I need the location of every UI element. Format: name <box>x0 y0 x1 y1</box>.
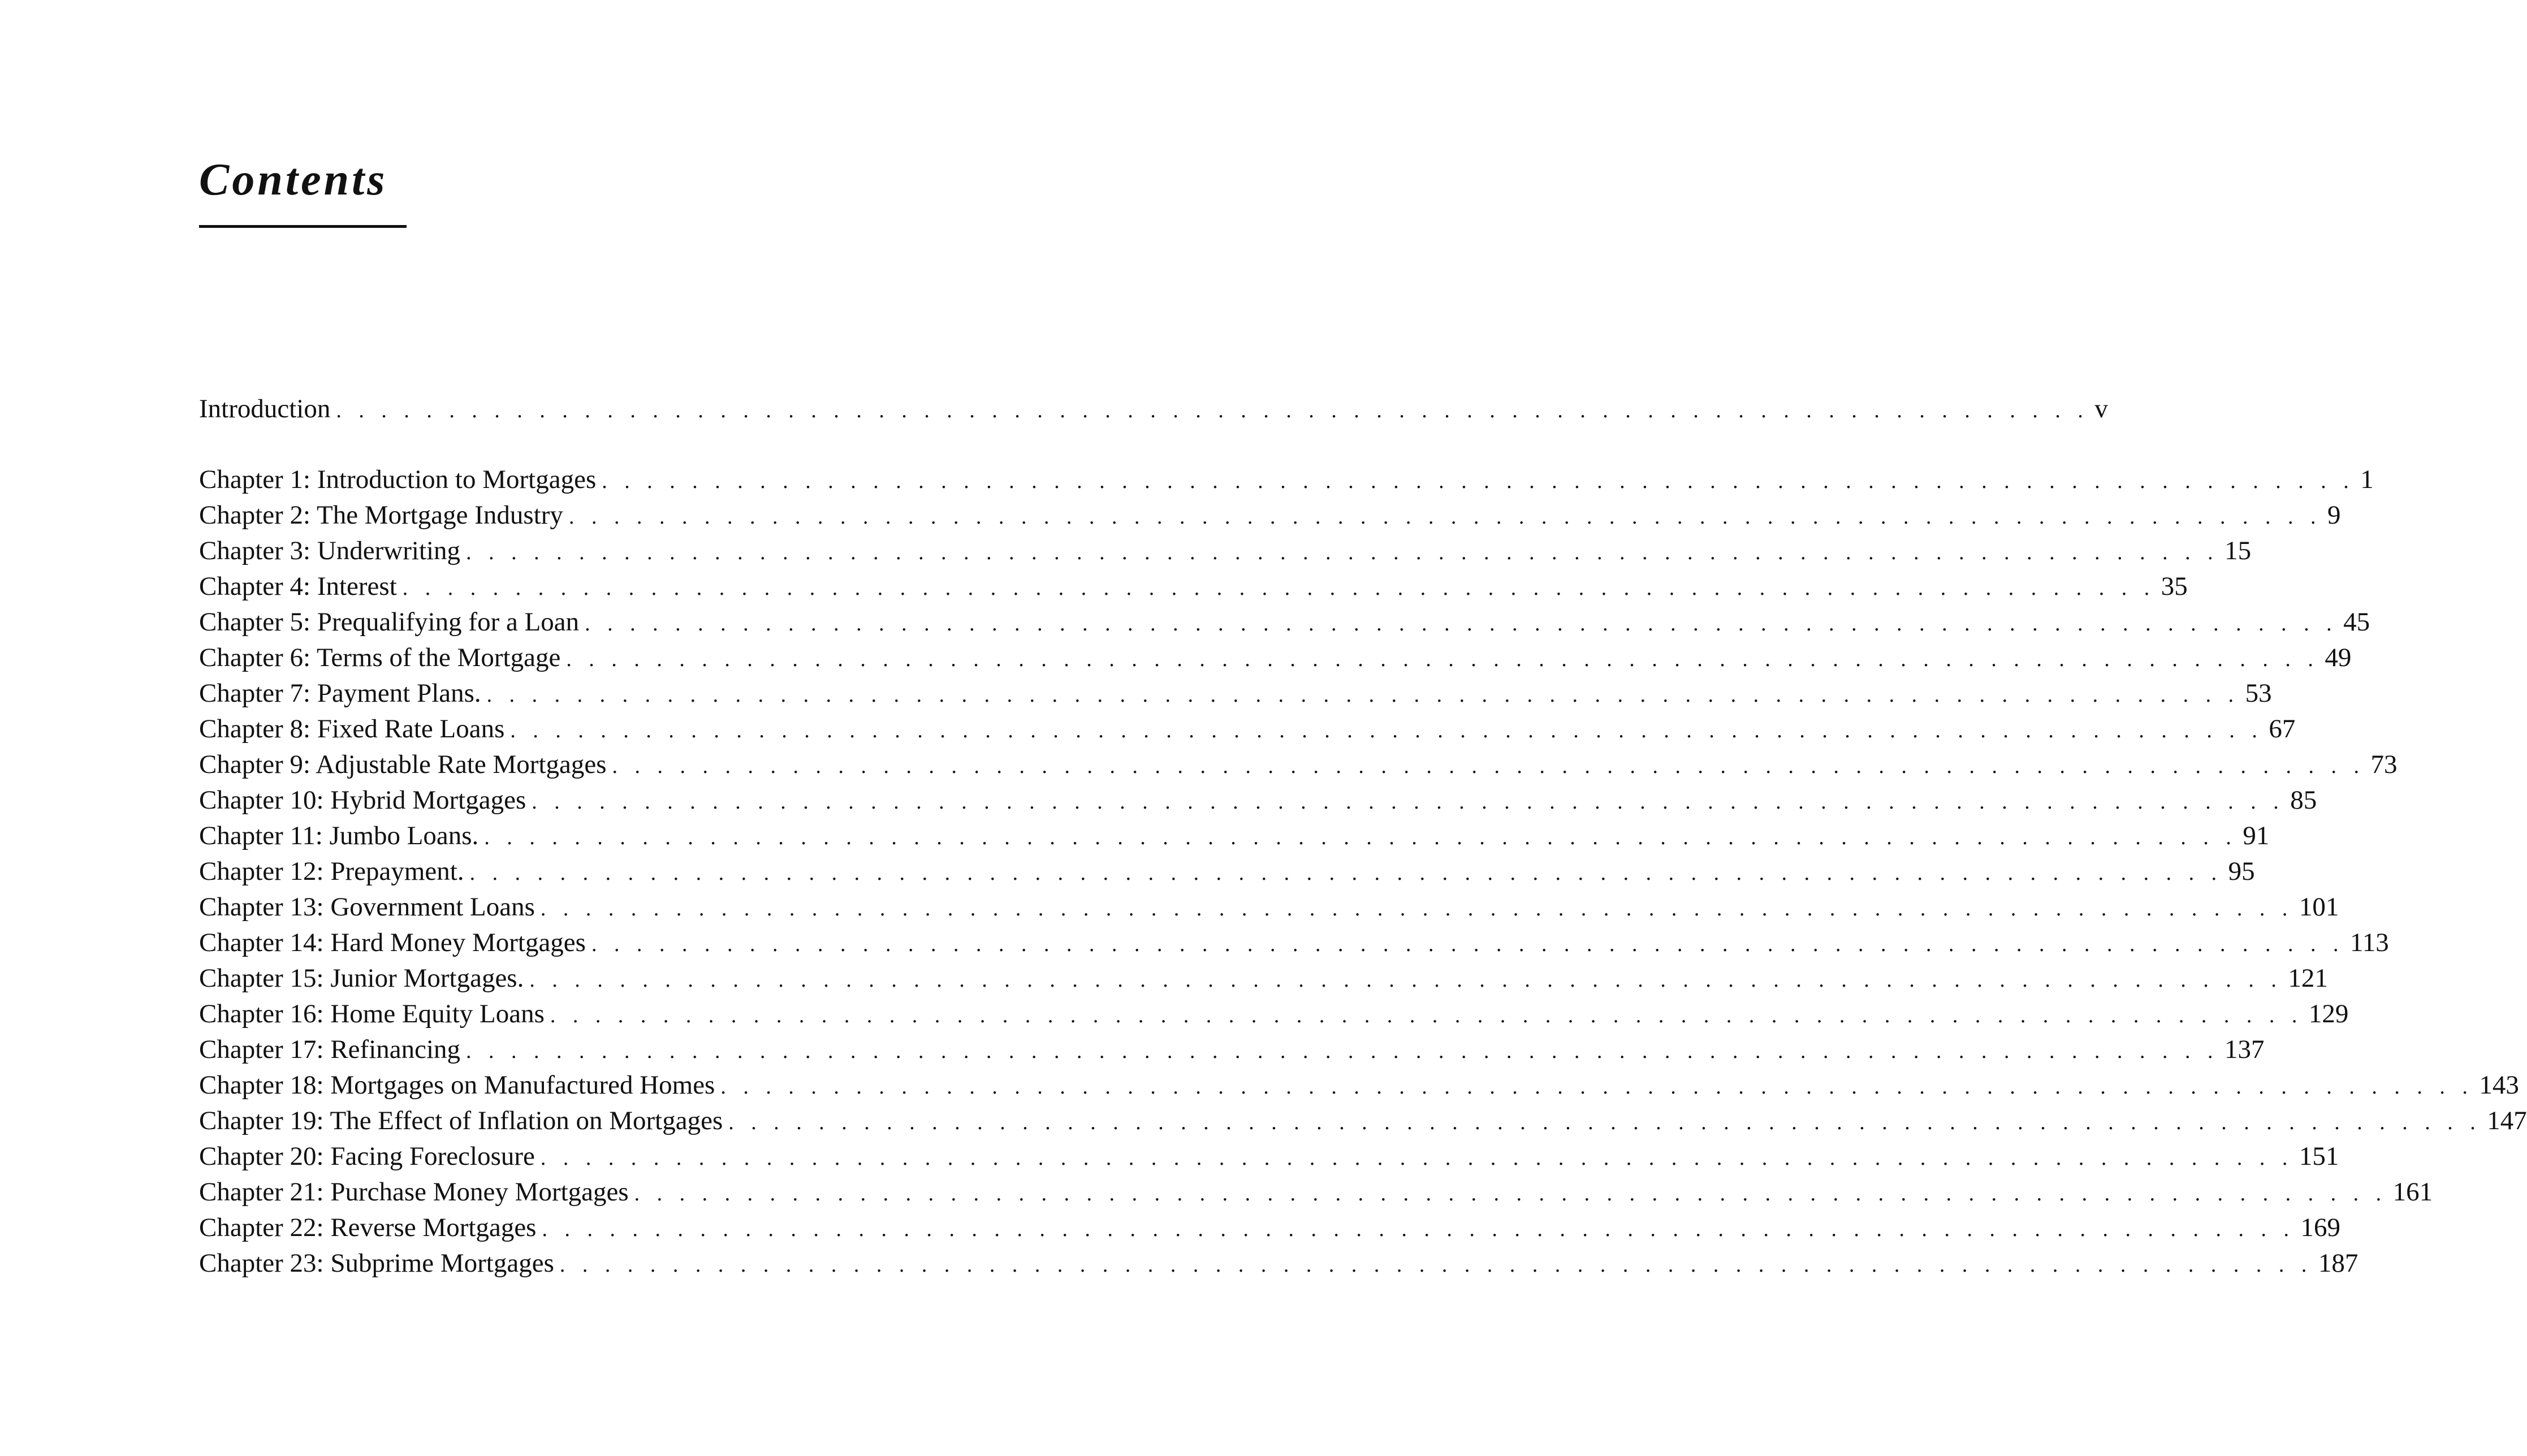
toc-entry-title: Chapter 4: Interest <box>199 572 397 601</box>
dot-leader: . . . . . . . . . . . . . . . . . . . . . . . . . . . . . . . . . . . . . . . . . . . . . . . . . . . . . . . . . . . . . . . . . . . . . . . . . . . . . . <box>728 1111 2482 1134</box>
toc-entry-chapter-15[interactable] <box>199 961 2328 996</box>
toc-entry-title: Chapter 19: The Effect of Inflation on Mortgages <box>199 1106 723 1135</box>
title-underline <box>199 225 407 228</box>
dot-leader: . . . . . . . . . . . . . . . . . . . . . . . . . . . . . . . . . . . . . . . . . . . . . . . . . . . . . . . . . . . . . . . . . . . . . . . . . . . . . . <box>529 968 2283 992</box>
toc-entry-page: 151 <box>2299 1142 2339 1171</box>
toc-entry-title: Chapter 7: Payment Plans. <box>199 679 481 708</box>
toc-entry-chapter-23[interactable] <box>199 1246 2358 1281</box>
toc-entry-page: 35 <box>2161 572 2188 601</box>
toc-entry-page: 101 <box>2299 892 2339 922</box>
toc-entry-chapter-11[interactable] <box>199 818 2270 854</box>
toc-entry-page: 169 <box>2300 1213 2340 1242</box>
dot-leader: . . . . . . . . . . . . . . . . . . . . . . . . . . . . . . . . . . . . . . . . . . . . . . . . . . . . . . . . . . . . . . . . . . . . . . . . . . . . . . <box>602 469 2355 493</box>
toc-entry-title: Chapter 11: Jumbo Loans. <box>199 821 479 850</box>
toc-entry-page: 85 <box>2290 785 2317 815</box>
toc-entry-chapter-9[interactable] <box>199 747 2398 783</box>
toc-entry-title: Chapter 14: Hard Money Mortgages <box>199 928 586 957</box>
toc-entry-title: Chapter 17: Refinancing <box>199 1035 461 1064</box>
toc-entry-chapter-7[interactable] <box>199 676 2272 711</box>
toc-entry-title: Chapter 10: Hybrid Mortgages <box>199 785 526 815</box>
toc-entry-title: Chapter 12: Prepayment. <box>199 857 464 886</box>
dot-leader: . . . . . . . . . . . . . . . . . . . . . . . . . . . . . . . . . . . . . . . . . . . . . . . . . . . . . . . . . . . . . . . . . . . . . . . . . . . . . . <box>532 790 2285 814</box>
toc-entry-chapter-12[interactable] <box>199 854 2255 889</box>
toc-entry-chapter-5[interactable] <box>199 604 2370 640</box>
dot-leader: . . . . . . . . . . . . . . . . . . . . . . . . . . . . . . . . . . . . . . . . . . . . . . . . . . . . . . . . . . . . . . . . . . . . . . . . . . . . . . <box>510 719 2263 742</box>
dot-leader: . . . . . . . . . . . . . . . . . . . . . . . . . . . . . . . . . . . . . . . . . . . . . . . . . . . . . . . . . . . . . . . . . . . . . . . . . . . . . . <box>486 683 2240 707</box>
toc-entry-title: Introduction <box>199 394 331 424</box>
toc-entry-page: 9 <box>2327 500 2341 530</box>
dot-leader: . . . . . . . . . . . . . . . . . . . . . . . . . . . . . . . . . . . . . . . . . . . . . . . . . . . . . . . . . . . . . . . . . . . . . . . . . . . . . . <box>336 399 2089 422</box>
toc-entry-title: Chapter 9: Adjustable Rate Mortgages <box>199 750 607 779</box>
toc-entry-page: 49 <box>2325 643 2352 672</box>
toc-entry-chapter-2[interactable] <box>199 498 2341 533</box>
dot-leader: . . . . . . . . . . . . . . . . . . . . . . . . . . . . . . . . . . . . . . . . . . . . . . . . . . . . . . . . . . . . . . . . . . . . . . . . . . . . . . <box>484 826 2237 849</box>
toc-entry-title: Chapter 20: Facing Foreclosure <box>199 1142 535 1171</box>
toc-entry-page: 161 <box>2392 1177 2433 1207</box>
toc-entry-title: Chapter 5: Prequalifying for a Loan <box>199 607 580 637</box>
dot-leader: . . . . . . . . . . . . . . . . . . . . . . . . . . . . . . . . . . . . . . . . . . . . . . . . . . . . . . . . . . . . . . . . . . . . . . . . . . . . . . <box>585 612 2338 636</box>
toc-entry-page: 143 <box>2479 1070 2519 1100</box>
dot-leader: . . . . . . . . . . . . . . . . . . . . . . . . . . . . . . . . . . . . . . . . . . . . . . . . . . . . . . . . . . . . . . . . . . . . . . . . . . . . . . <box>612 754 2365 778</box>
dot-leader: . . . . . . . . . . . . . . . . . . . . . . . . . . . . . . . . . . . . . . . . . . . . . . . . . . . . . . . . . . . . . . . . . . . . . . . . . . . . . . <box>550 1004 2303 1027</box>
toc-entry-title: Chapter 15: Junior Mortgages. <box>199 964 524 993</box>
toc-entry-chapter-8[interactable] <box>199 711 2296 747</box>
toc-entry-page: 121 <box>2288 964 2328 993</box>
table-of-contents <box>199 391 2527 1281</box>
toc-entry-title: Chapter 16: Home Equity Loans <box>199 999 545 1029</box>
toc-entry-chapter-18[interactable] <box>199 1068 2519 1103</box>
toc-entry-page: 1 <box>2360 465 2374 494</box>
toc-entry-chapter-19[interactable] <box>199 1103 2527 1139</box>
dot-leader: . . . . . . . . . . . . . . . . . . . . . . . . . . . . . . . . . . . . . . . . . . . . . . . . . . . . . . . . . . . . . . . . . . . . . . . . . . . . . . <box>469 861 2223 885</box>
toc-entry-page: 45 <box>2343 607 2370 637</box>
toc-entry-page: 73 <box>2370 750 2398 779</box>
toc-entry-title: Chapter 13: Government Loans <box>199 892 535 922</box>
toc-entry-title: Chapter 1: Introduction to Mortgages <box>199 465 597 494</box>
toc-entry-page: 67 <box>2269 714 2296 744</box>
toc-entry-page: v <box>2094 394 2108 424</box>
dot-leader: . . . . . . . . . . . . . . . . . . . . . . . . . . . . . . . . . . . . . . . . . . . . . . . . . . . . . . . . . . . . . . . . . . . . . . . . . . . . . . <box>566 647 2319 671</box>
toc-entry-title: Chapter 3: Underwriting <box>199 536 461 565</box>
dot-leader: . . . . . . . . . . . . . . . . . . . . . . . . . . . . . . . . . . . . . . . . . . . . . . . . . . . . . . . . . . . . . . . . . . . . . . . . . . . . . . <box>559 1253 2313 1277</box>
toc-entry-title: Chapter 23: Subprime Mortgages <box>199 1248 554 1278</box>
toc-entry-chapter-16[interactable] <box>199 996 2349 1032</box>
toc-entry-chapter-6[interactable] <box>199 640 2352 676</box>
toc-entry-page: 91 <box>2243 821 2270 850</box>
toc-entry-chapter-10[interactable] <box>199 783 2317 818</box>
dot-leader: . . . . . . . . . . . . . . . . . . . . . . . . . . . . . . . . . . . . . . . . . . . . . . . . . . . . . . . . . . . . . . . . . . . . . . . . . . . . . . <box>568 505 2322 529</box>
toc-entry-title: Chapter 21: Purchase Money Mortgages <box>199 1177 629 1207</box>
dot-leader: . . . . . . . . . . . . . . . . . . . . . . . . . . . . . . . . . . . . . . . . . . . . . . . . . . . . . . . . . . . . . . . . . . . . . . . . . . . . . . <box>402 576 2155 600</box>
toc-entry-chapter-22[interactable] <box>199 1210 2340 1246</box>
toc-entry-page: 15 <box>2224 536 2252 565</box>
toc-entry-chapter-17[interactable] <box>199 1032 2265 1068</box>
toc-entry-title: Chapter 18: Mortgages on Manufactured Homes <box>199 1070 715 1100</box>
dot-leader: . . . . . . . . . . . . . . . . . . . . . . . . . . . . . . . . . . . . . . . . . . . . . . . . . . . . . . . . . . . . . . . . . . . . . . . . . . . . . . <box>634 1182 2387 1206</box>
toc-entry-title: Chapter 2: The Mortgage Industry <box>199 500 563 530</box>
toc-entry-chapter-20[interactable] <box>199 1139 2339 1174</box>
toc-entry-chapter-4[interactable] <box>199 569 2188 604</box>
dot-leader: . . . . . . . . . . . . . . . . . . . . . . . . . . . . . . . . . . . . . . . . . . . . . . . . . . . . . . . . . . . . . . . . . . . . . . . . . . . . . . <box>720 1075 2474 1099</box>
toc-entry-chapter-1[interactable] <box>199 462 2374 498</box>
toc-entry-page: 95 <box>2228 857 2255 886</box>
toc-entry-title: Chapter 6: Terms of the Mortgage <box>199 643 561 672</box>
dot-leader: . . . . . . . . . . . . . . . . . . . . . . . . . . . . . . . . . . . . . . . . . . . . . . . . . . . . . . . . . . . . . . . . . . . . . . . . . . . . . . <box>542 1217 2295 1241</box>
toc-entry-chapter-21[interactable] <box>199 1174 2433 1210</box>
dot-leader: . . . . . . . . . . . . . . . . . . . . . . . . . . . . . . . . . . . . . . . . . . . . . . . . . . . . . . . . . . . . . . . . . . . . . . . . . . . . . . <box>591 932 2344 956</box>
dot-leader: . . . . . . . . . . . . . . . . . . . . . . . . . . . . . . . . . . . . . . . . . . . . . . . . . . . . . . . . . . . . . . . . . . . . . . . . . . . . . . <box>466 541 2219 564</box>
toc-entry-chapter-14[interactable] <box>199 925 2389 961</box>
toc-entry-page: 129 <box>2308 999 2349 1029</box>
toc-entry-chapter-3[interactable] <box>199 533 2252 569</box>
page-title: Contents <box>199 155 388 205</box>
toc-entry-page: 147 <box>2487 1106 2527 1135</box>
toc-entry-introduction[interactable] <box>199 391 2108 427</box>
dot-leader: . . . . . . . . . . . . . . . . . . . . . . . . . . . . . . . . . . . . . . . . . . . . . . . . . . . . . . . . . . . . . . . . . . . . . . . . . . . . . . <box>540 897 2293 921</box>
dot-leader: . . . . . . . . . . . . . . . . . . . . . . . . . . . . . . . . . . . . . . . . . . . . . . . . . . . . . . . . . . . . . . . . . . . . . . . . . . . . . . <box>540 1146 2293 1170</box>
toc-entry-page: 53 <box>2245 679 2272 708</box>
toc-entry-page: 113 <box>2349 928 2389 957</box>
toc-entry-page: 187 <box>2318 1248 2358 1278</box>
dot-leader: . . . . . . . . . . . . . . . . . . . . . . . . . . . . . . . . . . . . . . . . . . . . . . . . . . . . . . . . . . . . . . . . . . . . . . . . . . . . . . <box>466 1039 2219 1063</box>
toc-entry-title: Chapter 8: Fixed Rate Loans <box>199 714 505 744</box>
toc-entry-chapter-13[interactable] <box>199 889 2339 925</box>
toc-entry-page: 137 <box>2224 1035 2265 1064</box>
toc-entry-title: Chapter 22: Reverse Mortgages <box>199 1213 537 1242</box>
